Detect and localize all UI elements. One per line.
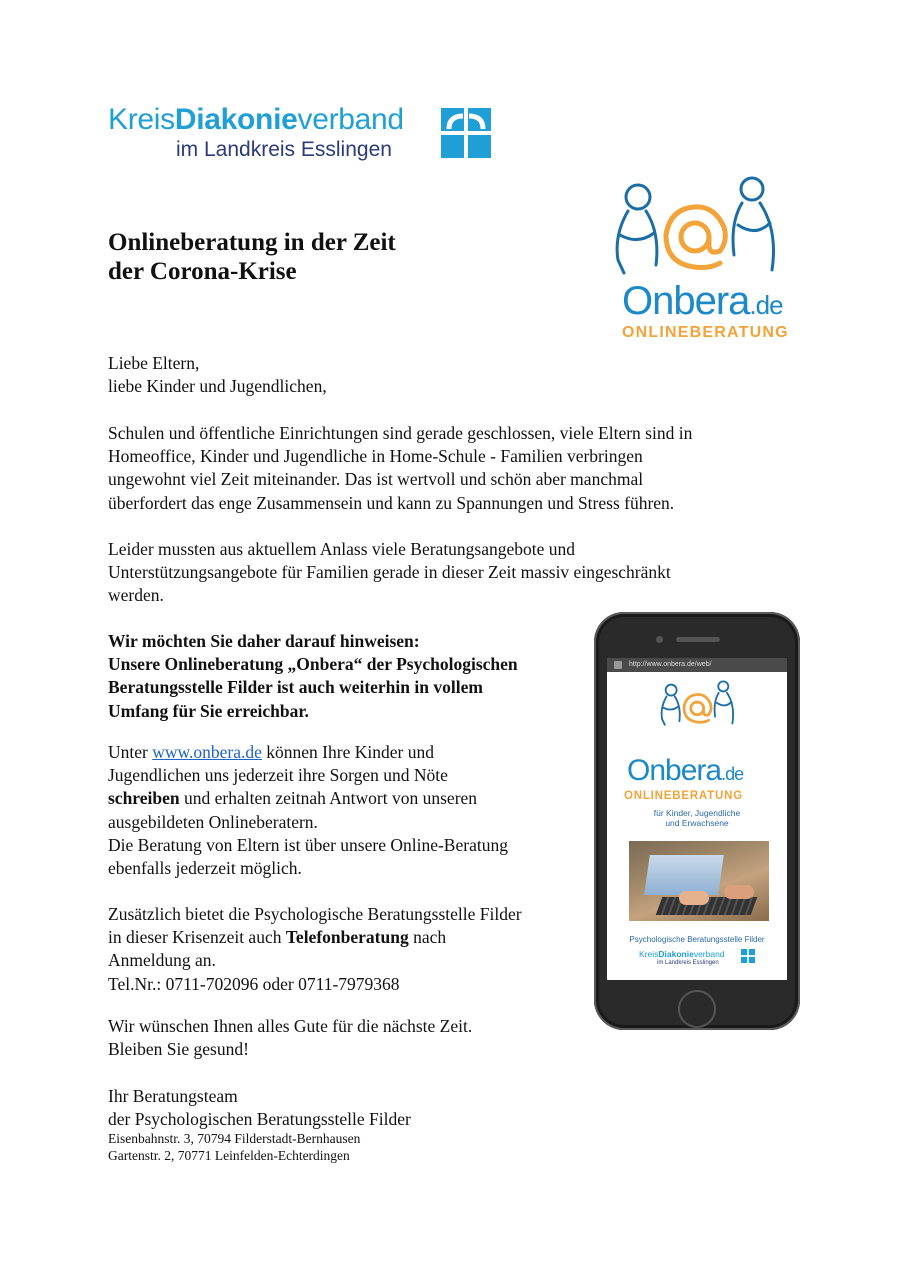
text-line: Wir möchten Sie daher darauf hinweisen: xyxy=(108,631,420,651)
title-line-2: der Corona-Krise xyxy=(108,258,297,285)
text-line: ungewohnt viel Zeit miteinander. Das ist wertvoll und schön aber manchmal xyxy=(108,469,644,490)
browser-url-bar xyxy=(607,658,787,672)
phone-footer-text: Psychologische Beratungsstelle Filder xyxy=(629,935,765,944)
text-line: Schulen und öffentliche Einrichtungen sind gerade geschlossen, viele Eltern sind in xyxy=(108,423,693,443)
paragraph-wishes xyxy=(108,1015,472,1061)
text-line: Wir wünschen Ihnen alles Gute für die nächste Zeit. xyxy=(108,1016,473,1036)
signature xyxy=(108,1085,411,1131)
smartphone-image xyxy=(594,612,800,1030)
text-span: in dieser Krisenzeit auch xyxy=(108,927,286,948)
text-line: Zusätzlich bietet die Psychologische Beratungsstelle Filder xyxy=(108,904,522,924)
text-line: Die Beratung von Eltern ist über unsere Online-Beratung xyxy=(108,834,508,855)
hand xyxy=(724,885,754,899)
address-block xyxy=(108,1130,360,1164)
paragraph-onbera-info xyxy=(108,741,508,880)
greeting-line: Liebe Eltern, xyxy=(108,353,200,373)
diakonie-cross-icon xyxy=(441,108,491,158)
text-span: und erhalten zeitnah Antwort von unseren xyxy=(179,788,478,809)
greeting xyxy=(108,352,327,398)
text-line xyxy=(108,741,508,764)
text-line: Bleiben Sie gesund! xyxy=(108,1039,249,1060)
text-line: der Psychologischen Beratungsstelle Filder xyxy=(108,1109,411,1130)
text-line: Anmeldung an. xyxy=(108,950,216,971)
text-line: überfordert das enge Zusammensein und kann zu Spannungen und Stress führen. xyxy=(108,492,675,513)
phone-numbers: Tel.Nr.: 0711-702096 oder 0711-7979368 xyxy=(108,973,400,994)
text-line: Beratungsstelle Filder ist auch weiterhin in vollem xyxy=(108,677,483,698)
text-span: nach xyxy=(408,927,447,948)
text-line: ausgebildeten Onlineberatern. xyxy=(108,811,318,832)
logo-line-1: KreisDiakonieverband xyxy=(108,103,404,136)
onbera-link[interactable]: www.onbera.de xyxy=(152,742,262,762)
paragraph-notice xyxy=(108,630,518,723)
text-line: Umfang für Sie erreichbar. xyxy=(108,700,309,721)
onbera-wordmark: Onbera.de xyxy=(622,279,783,323)
logo-line-2: im Landkreis Esslingen xyxy=(176,138,392,161)
laptop-screen xyxy=(644,855,724,895)
speaker-icon xyxy=(676,637,720,642)
text-line: Jugendlichen uns jederzeit ihre Sorgen und Nöte xyxy=(108,765,448,786)
text-line xyxy=(108,926,522,949)
text-line: Leider mussten aus aktuellem Anlass viele Beratungsangebote und xyxy=(108,539,576,559)
camera-icon xyxy=(656,636,663,643)
kdv-logo-small: KreisDiakonieverband xyxy=(639,949,725,959)
paragraph-restrictions xyxy=(108,538,671,608)
paragraph-telephone xyxy=(108,903,522,996)
onbera-people-illustration-small xyxy=(652,680,747,760)
kdv-logo-small-line-2: im Landkreis Esslingen xyxy=(657,960,719,966)
diakonie-cross-icon-small xyxy=(741,949,755,963)
onbera-subtitle: ONLINEBERATUNG xyxy=(622,324,789,341)
text-span: können Ihre Kinder und xyxy=(261,742,434,762)
onbera-wordmark-small: Onbera.de xyxy=(627,754,744,787)
tagline-line: und Erwachsene xyxy=(665,818,729,828)
bold-text: schreiben xyxy=(108,788,180,809)
text-line: Ihr Beratungsteam xyxy=(108,1086,238,1106)
title-line-1: Onlineberatung in der Zeit xyxy=(108,229,396,256)
address-line: Eisenbahnstr. 3, 70794 Filderstadt-Bernhausen xyxy=(108,1131,361,1146)
url-text: http://www.onbera.de/web/ xyxy=(629,661,712,668)
text-line xyxy=(108,787,508,810)
tagline-line: für Kinder, Jugendliche xyxy=(653,808,741,818)
kreisdiakonieverband-logo xyxy=(108,104,404,162)
page-title xyxy=(108,228,396,286)
address-line: Gartenstr. 2, 70771 Leinfelden-Echterdingen xyxy=(108,1148,350,1163)
phone-screen xyxy=(607,658,787,980)
text-span: Unter xyxy=(108,742,153,762)
paragraph-situation xyxy=(108,422,692,515)
hand xyxy=(679,891,709,905)
onbera-tagline xyxy=(607,808,787,828)
text-line: Unterstützungsangebote für Familien gerade in dieser Zeit massiv eingeschränkt xyxy=(108,562,671,583)
text-line: Unsere Onlineberatung „Onbera“ der Psychologischen xyxy=(108,654,518,675)
page-icon xyxy=(614,661,622,669)
onbera-subtitle-small: ONLINEBERATUNG xyxy=(624,790,743,802)
text-line: Homeoffice, Kinder und Jugendliche in Home-Schule - Familien verbringen xyxy=(108,446,643,467)
bold-text: Telefonberatung xyxy=(285,927,409,948)
text-line: ebenfalls jederzeit möglich. xyxy=(108,858,302,879)
text-line: werden. xyxy=(108,585,164,606)
home-button xyxy=(678,990,716,1028)
laptop-typing-photo xyxy=(629,841,769,921)
greeting-line: liebe Kinder und Jugendlichen, xyxy=(108,376,327,397)
